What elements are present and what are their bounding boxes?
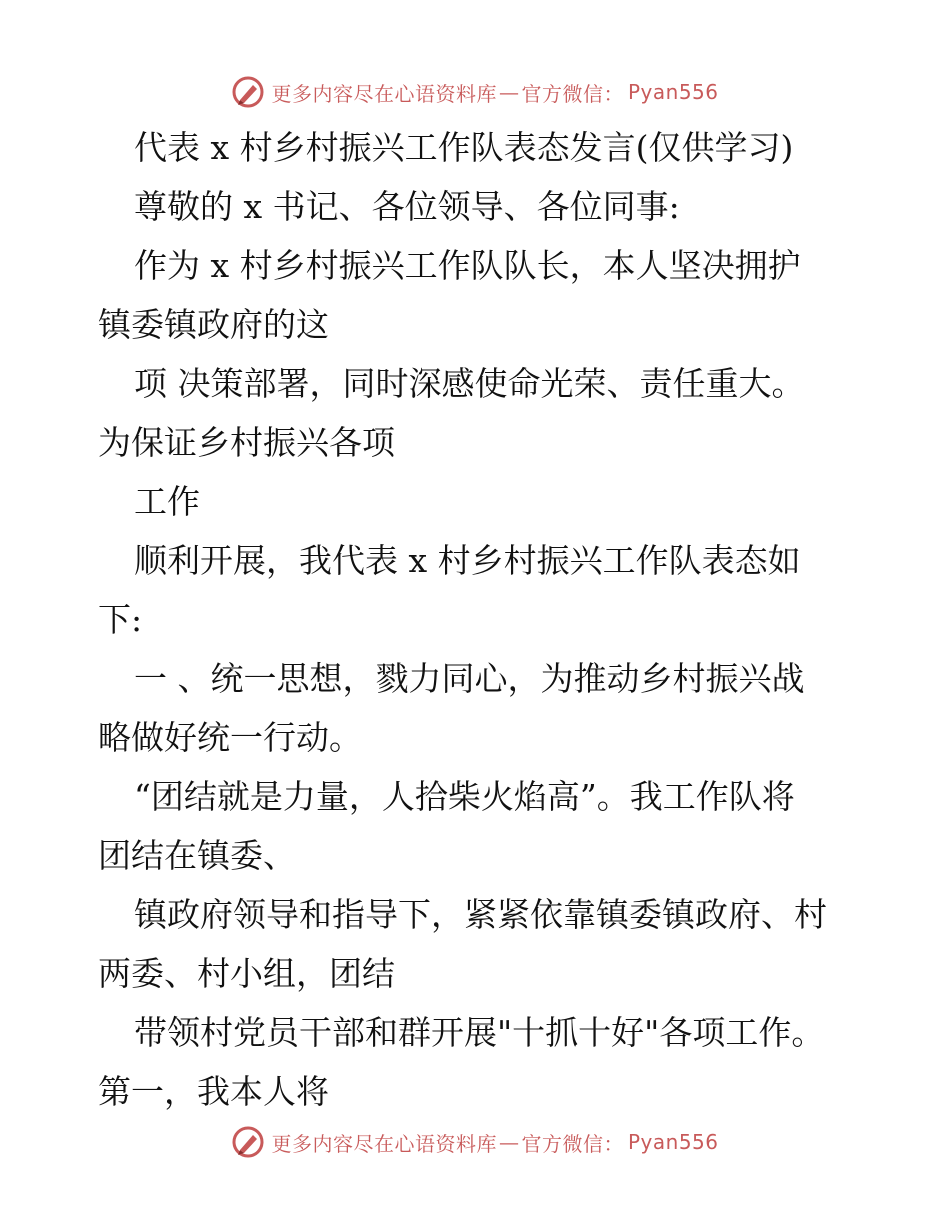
paragraph-line: 工作	[134, 482, 200, 521]
paragraph-line: 为保证乡村振兴各项	[98, 423, 395, 462]
salutation: 尊敬的 x 书记、各位领导、各位同事:	[134, 187, 680, 226]
section-heading: 一 、统一思想，戮力同心，为推动乡村振兴战	[134, 659, 805, 698]
document-body	[98, 118, 858, 1121]
banner-dash: —	[498, 80, 520, 104]
banner-wechat-label: 官方微信：	[521, 1131, 624, 1156]
banner-tagline: 更多内容尽在心语资料库	[271, 81, 497, 106]
paragraph-line: 顺利开展，我代表 x 村乡村振兴工作队表态如	[134, 541, 801, 580]
banner-wechat-id: Pyan556	[627, 1130, 719, 1154]
section-heading: 略做好统一行动。	[98, 718, 362, 757]
document-title: 代表 x 村乡村振兴工作队表态发言(仅供学习)	[134, 128, 794, 167]
paragraph-line: 镇政府领导和指导下，紧紧依靠镇委镇政府、村	[134, 895, 827, 934]
paragraph-line: 带领村党员干部和群开展"十抓十好"各项工作。	[134, 1013, 825, 1052]
pen-logo-icon	[231, 1125, 265, 1159]
pen-logo-icon	[231, 75, 265, 109]
banner-tagline: 更多内容尽在心语资料库	[271, 1131, 497, 1156]
footer-banner	[0, 1122, 950, 1162]
paragraph-line: 团结在镇委、	[98, 836, 296, 875]
banner-wechat-id: Pyan556	[627, 80, 719, 104]
paragraph-line: 下:	[98, 600, 143, 639]
banner-wechat-label: 官方微信：	[521, 81, 624, 106]
paragraph-line: 第一，我本人将	[98, 1072, 329, 1111]
banner-dash: —	[498, 1130, 520, 1154]
paragraph-line: 项 决策部署，同时深感使命光荣、责任重大。	[134, 364, 805, 403]
paragraph-line: 两委、村小组，团结	[98, 954, 395, 993]
paragraph-line: “团结就是力量，人拾柴火焰高”。我工作队将	[134, 777, 795, 816]
header-banner	[0, 72, 950, 112]
paragraph-line: 作为 x 村乡村振兴工作队队长，本人坚决拥护	[134, 246, 801, 285]
paragraph-line: 镇委镇政府的这	[98, 305, 329, 344]
